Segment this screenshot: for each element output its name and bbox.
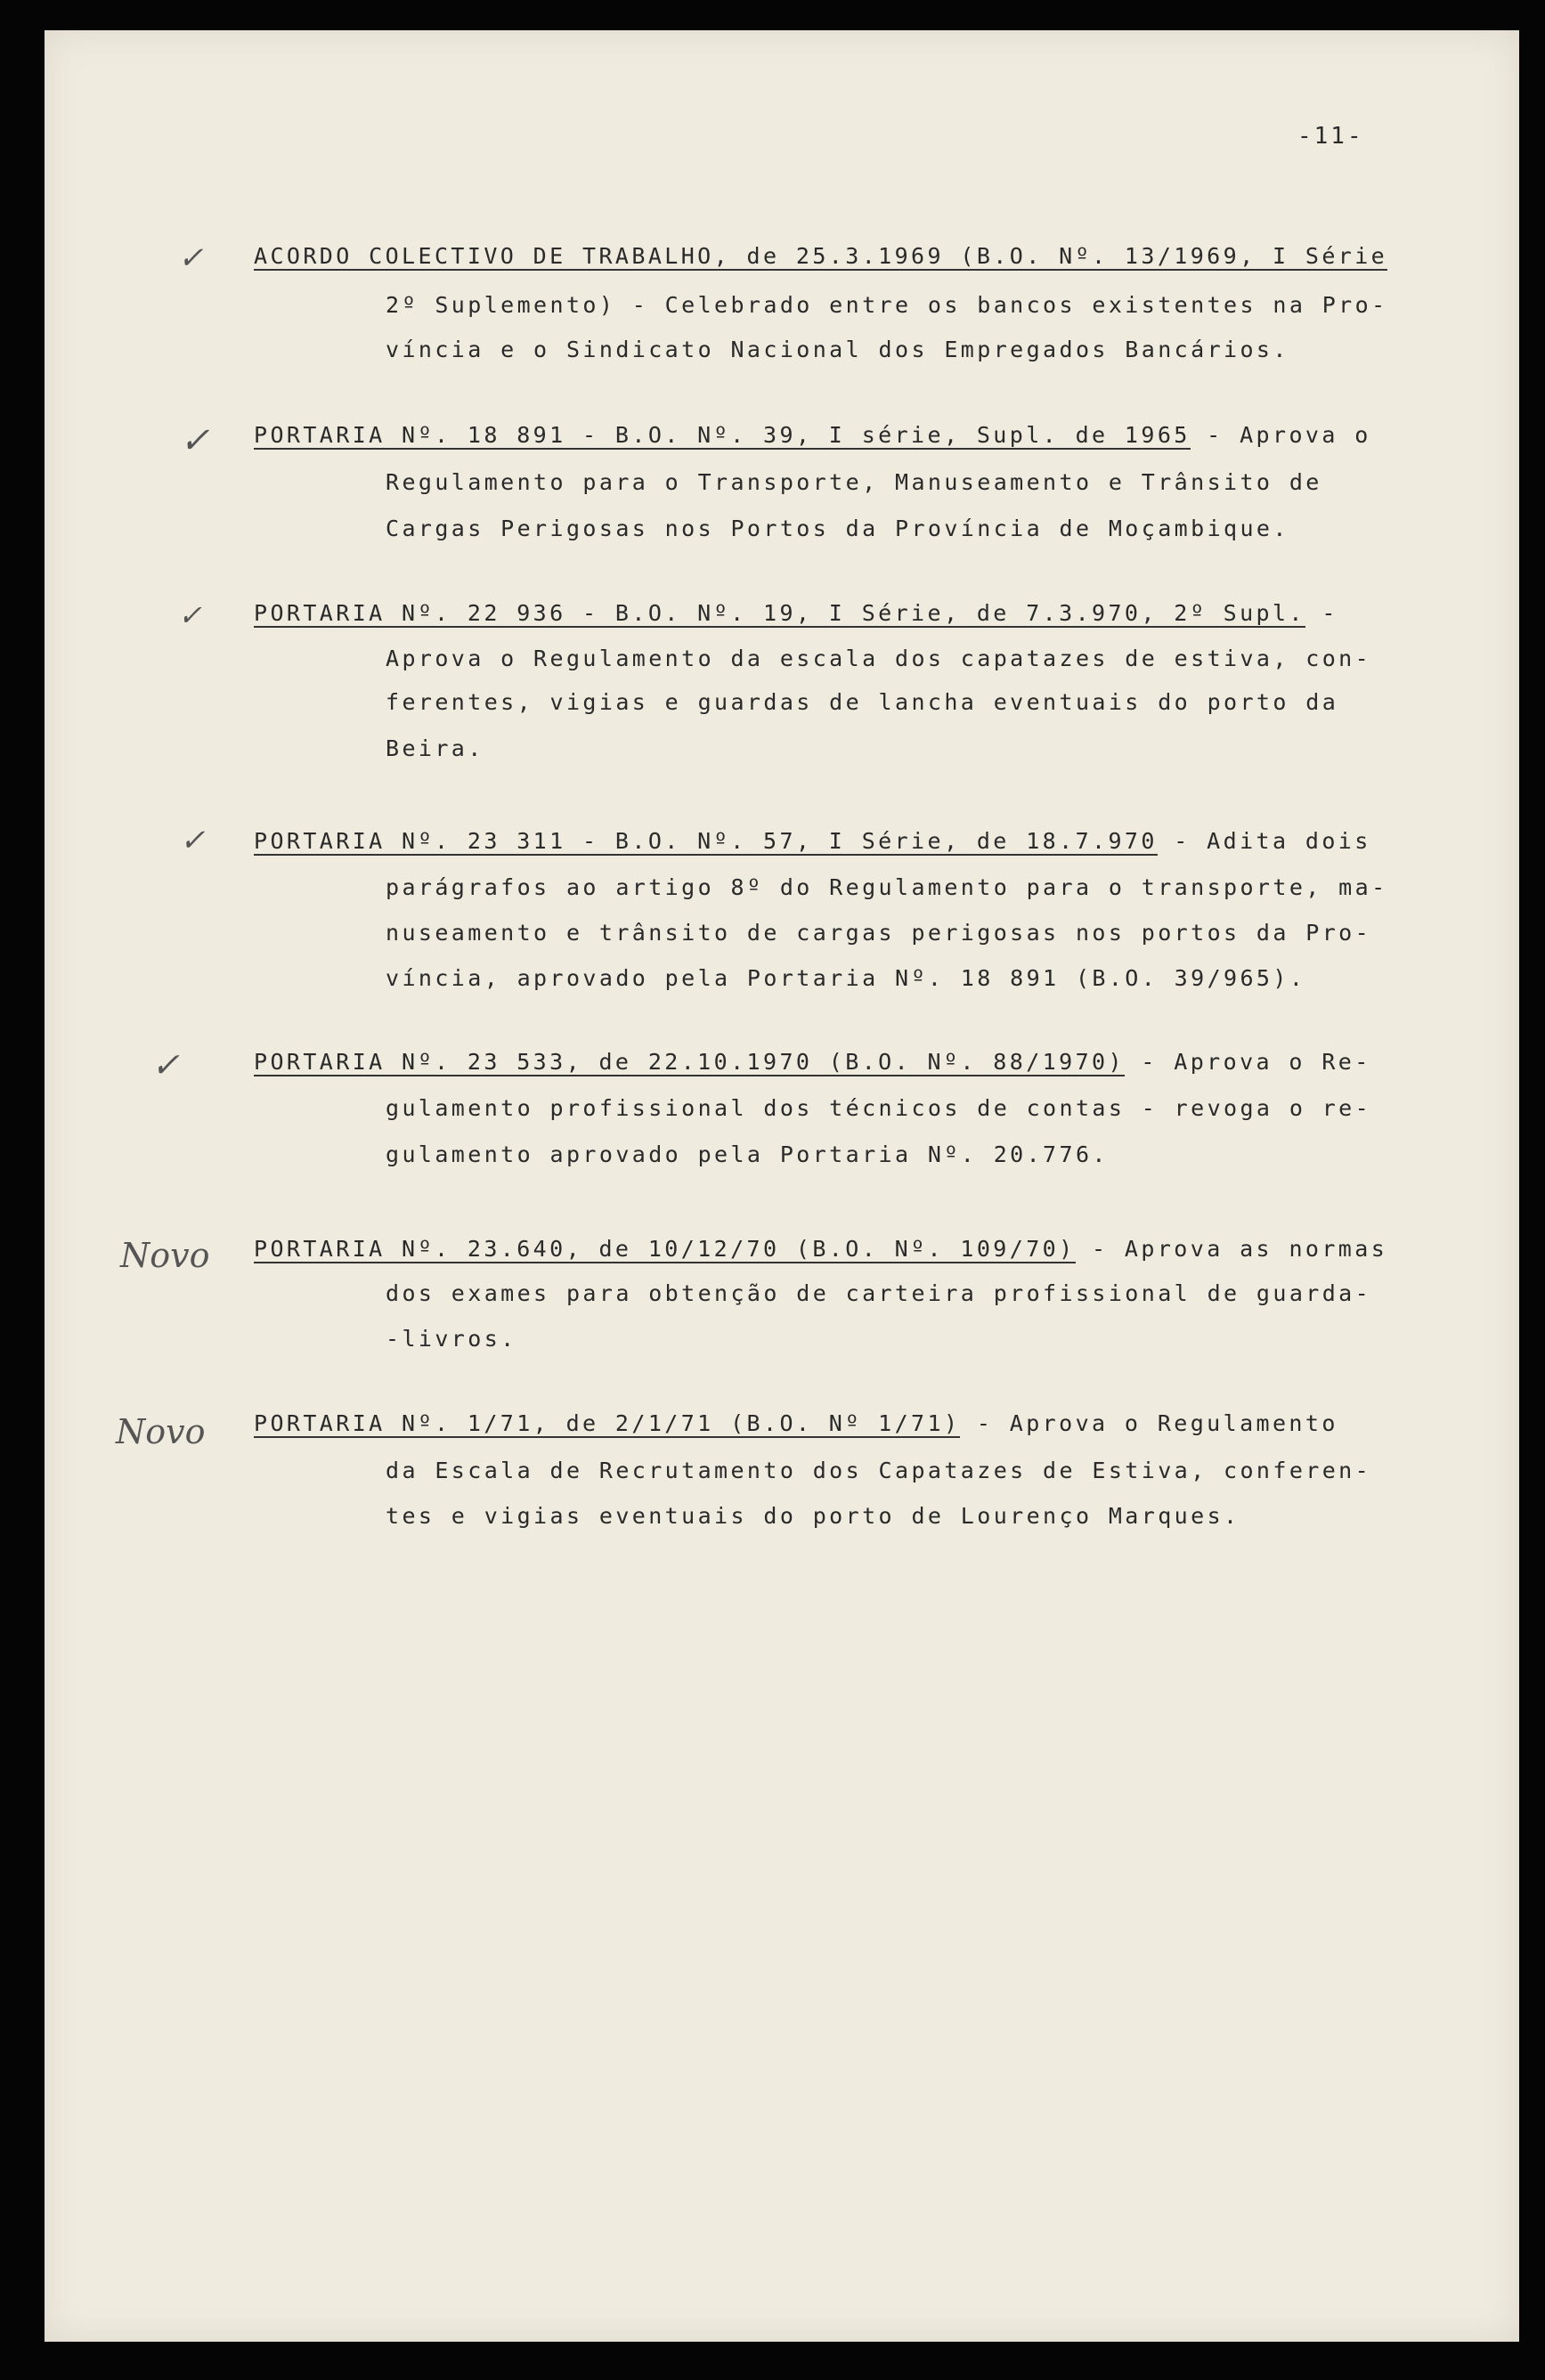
document-page: [45, 30, 1519, 2342]
entry-reference: PORTARIA Nº. 18 891 - B.O. Nº. 39, I série, Supl. de 1965: [254, 422, 1191, 448]
page-number: -11-: [1297, 123, 1364, 150]
entry-heading: [254, 422, 1371, 448]
check-mark: ✓: [180, 420, 210, 461]
handwritten-novo: Novo: [116, 1412, 206, 1451]
entry-reference: PORTARIA Nº. 23.640, de 10/12/70 (B.O. Nº. 109/70): [254, 1236, 1076, 1262]
entry-line: Cargas Perigosas nos Portos da Província de Moçambique.: [386, 516, 1289, 541]
check-mark: ✓: [180, 823, 206, 858]
entry-heading: [254, 828, 1371, 854]
entry-heading: [254, 1049, 1371, 1075]
entry-line: da Escala de Recrutamento dos Capatazes de Estiva, conferen-: [386, 1458, 1372, 1483]
entry-line: dos exames para obtenção de carteira profissional de guarda-: [386, 1280, 1372, 1306]
entry-text: - Adita dois: [1157, 828, 1371, 854]
entry-line: -livros.: [386, 1326, 517, 1352]
entry-reference: PORTARIA Nº. 1/71, de 2/1/71 (B.O. Nº 1/71): [254, 1410, 961, 1436]
entry-line: Aprova o Regulamento da escala dos capatazes de estiva, con-: [386, 646, 1372, 671]
entry-line: víncia, aprovado pela Portaria Nº. 18 891 (B.O. 39/965).: [386, 965, 1306, 991]
check-mark: ✓: [178, 240, 204, 276]
entry-reference: PORTARIA Nº. 23 533, de 22.10.1970 (B.O. Nº. 88/1970): [254, 1049, 1125, 1075]
entry-line: tes e vigias eventuais do porto de Lourenço Marques.: [386, 1503, 1240, 1529]
entry-heading: [254, 1410, 1338, 1436]
entry-line: nuseamento e trânsito de cargas perigosas nos portos da Pro-: [386, 920, 1372, 946]
entry-text: - Aprova o Regulamento: [960, 1410, 1338, 1436]
entry-line: gulamento profissional dos técnicos de contas - revoga o re-: [386, 1095, 1372, 1121]
entry-text: -: [1305, 600, 1338, 626]
handwritten-novo: Novo: [120, 1236, 210, 1275]
entry-line: víncia e o Sindicato Nacional dos Empregados Bancários.: [386, 337, 1289, 362]
entry-reference: ACORDO COLECTIVO DE TRABALHO, de 25.3.1969 (B.O. Nº. 13/1969, I Série: [254, 243, 1388, 269]
entry-line: parágrafos ao artigo 8º do Regulamento para o transporte, ma-: [386, 874, 1388, 900]
check-mark: ✓: [178, 598, 202, 632]
entry-line: Beira.: [386, 735, 484, 761]
entry-heading: [254, 600, 1338, 626]
entry-line: 2º Suplemento) - Celebrado entre os bancos existentes na Pro-: [386, 292, 1388, 318]
entry-reference: PORTARIA Nº. 22 936 - B.O. Nº. 19, I Série, de 7.3.970, 2º Supl.: [254, 600, 1305, 626]
entry-heading: [254, 1236, 1387, 1262]
entry-reference: PORTARIA Nº. 23 311 - B.O. Nº. 57, I Série, de 18.7.970: [254, 828, 1158, 854]
entry-text: - Aprova o: [1190, 422, 1371, 448]
entry-text: - Aprova o Re-: [1124, 1049, 1371, 1075]
entry-line: ferentes, vigias e guardas de lancha eventuais do porto da: [386, 689, 1339, 715]
entry-text: - Aprova as normas: [1075, 1236, 1388, 1262]
entry-line: gulamento aprovado pela Portaria Nº. 20.776.: [386, 1141, 1109, 1167]
entry-line: Regulamento para o Transporte, Manuseamento e Trânsito de: [386, 469, 1322, 495]
entry-heading: [254, 243, 1387, 269]
check-mark: ✓: [151, 1045, 180, 1084]
